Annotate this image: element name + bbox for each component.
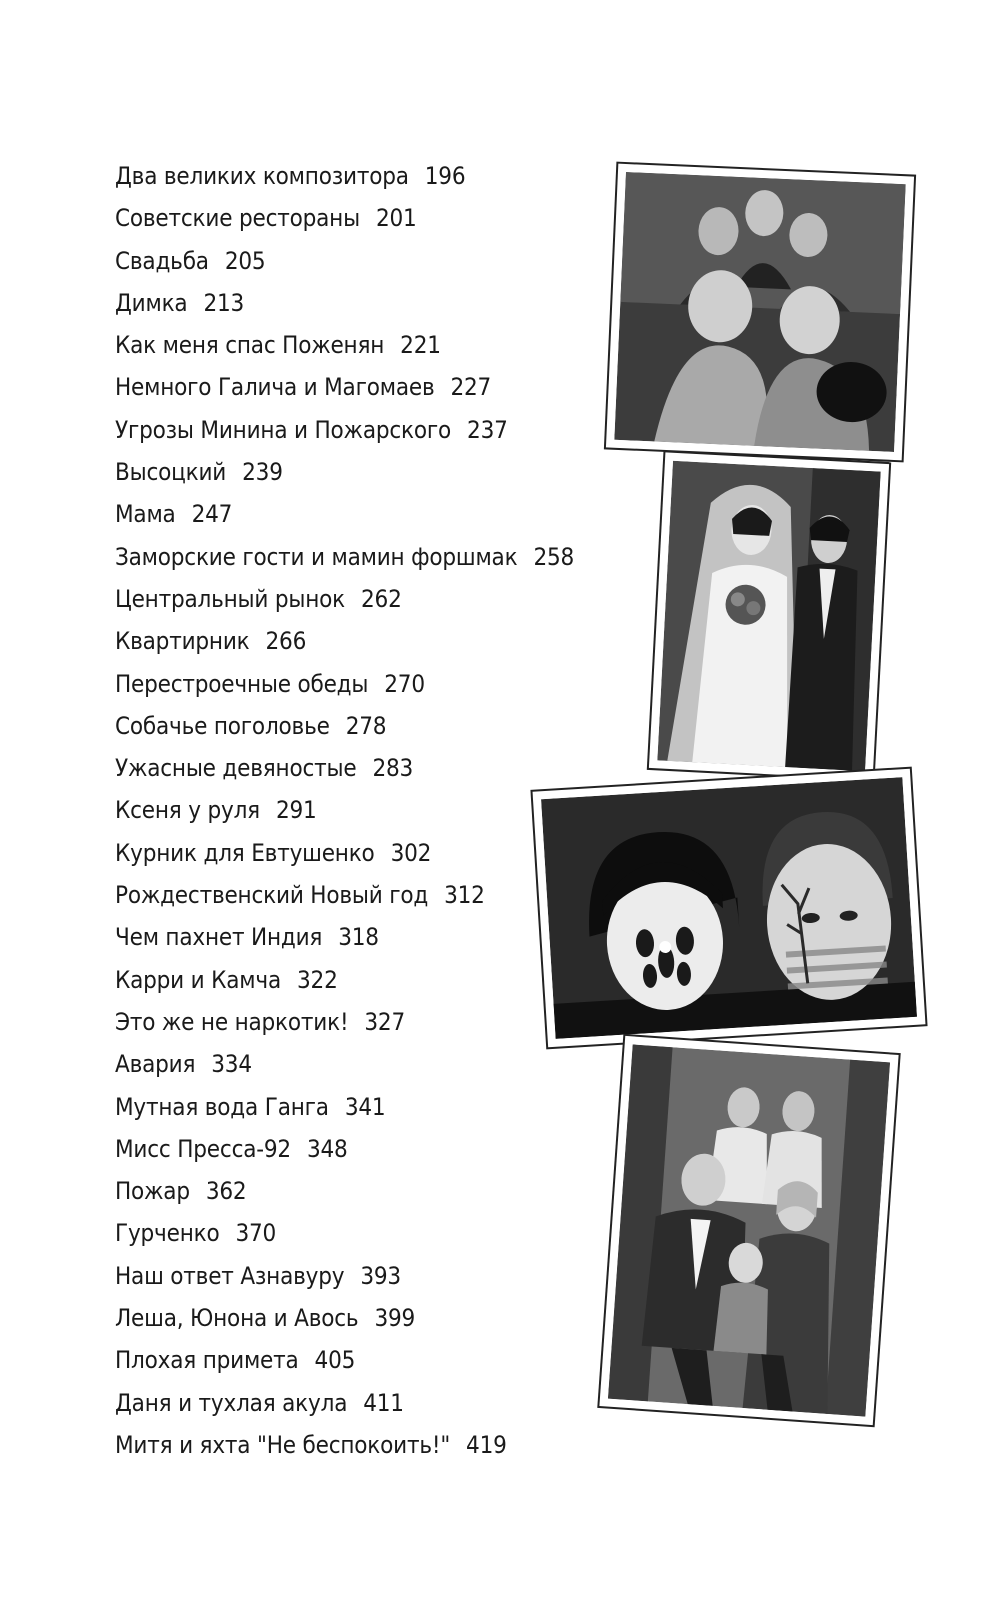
toc-page-number: 322: [297, 965, 338, 994]
painted-faces-illustration: [541, 777, 917, 1039]
toc-title: Курник для Евтушенко: [115, 838, 375, 867]
toc-title: Наш ответ Азнавуру: [115, 1261, 345, 1290]
toc-entry[interactable]: [115, 874, 574, 916]
toc-page-number: 405: [314, 1346, 356, 1375]
toc-title: Заморские гости и мамин форшмак: [115, 542, 518, 571]
painted-faces-photo: [533, 769, 926, 1048]
toc-entry[interactable]: [115, 1382, 574, 1424]
toc-title: Гурченко: [115, 1219, 220, 1248]
toc-title: Это же не наркотик!: [115, 1007, 349, 1036]
toc-entry[interactable]: [115, 1424, 574, 1466]
toc-page-number: 262: [361, 584, 402, 613]
wedding-photo: [649, 452, 889, 779]
toc-page-number: 411: [363, 1388, 404, 1417]
toc-title: Мама: [115, 500, 176, 529]
toc-title: Карри и Камча: [115, 965, 281, 994]
toc-title: Авария: [115, 1050, 196, 1079]
toc-entry[interactable]: [115, 1339, 574, 1381]
toc-page-number: 302: [390, 838, 432, 867]
toc-entry[interactable]: [115, 663, 574, 705]
toc-entry[interactable]: [115, 451, 574, 493]
toc-page-number: 393: [360, 1261, 401, 1290]
toc-entry[interactable]: [115, 366, 574, 408]
toc-page-number: 227: [450, 373, 492, 402]
toc-entry[interactable]: [115, 916, 574, 958]
toc-page-number: 327: [364, 1007, 405, 1036]
toc-entry[interactable]: [115, 959, 574, 1001]
toc-page-number: 348: [306, 1134, 348, 1163]
toc-title: Ужасные девяностые: [115, 754, 357, 783]
toc-title: Свадьба: [115, 246, 209, 275]
toc-entry[interactable]: [115, 240, 574, 282]
wedding-illustration: [657, 461, 880, 771]
toc-page-number: 278: [345, 711, 387, 740]
family-children-illustration: [608, 1044, 890, 1416]
toc-page-number: 291: [275, 796, 317, 825]
toc-page-number: 334: [211, 1050, 252, 1079]
toc-entry[interactable]: [115, 578, 574, 620]
toc-title: Немного Галича и Магомаев: [115, 373, 435, 402]
family-children-photo: [599, 1036, 898, 1425]
toc-title: Квартирник: [115, 627, 250, 656]
toc-title: Рождественский Новый год: [115, 881, 429, 910]
toc-page-number: 201: [375, 204, 417, 233]
toc-entry[interactable]: [115, 409, 574, 451]
toc-entry[interactable]: [115, 1128, 574, 1170]
toc-entry[interactable]: [115, 1043, 574, 1085]
toc-title: Ксеня у руля: [115, 796, 260, 825]
toc-title: Перестроечные обеды: [115, 669, 369, 698]
toc-page-number: 221: [400, 331, 441, 360]
family-group-illustration: [614, 172, 905, 452]
toc-title: Даня и тухлая акула: [115, 1388, 348, 1417]
toc-page-number: 312: [444, 881, 485, 910]
toc-entry[interactable]: [115, 747, 574, 789]
toc-entry[interactable]: [115, 324, 574, 366]
toc-title: Советские рестораны: [115, 204, 360, 233]
toc-entry[interactable]: [115, 1001, 574, 1043]
toc-entry[interactable]: [115, 493, 574, 535]
toc-entry[interactable]: [115, 789, 574, 831]
toc-title: Два великих композитора: [115, 162, 409, 190]
toc-page-number: 196: [424, 162, 466, 190]
toc-page-number: 237: [467, 415, 508, 444]
toc-title: Собачье поголовье: [115, 711, 330, 740]
toc-page-number: 341: [344, 1092, 386, 1121]
toc-title: Димка: [115, 288, 188, 317]
toc-page-number: 247: [191, 500, 233, 529]
toc-page-number: 270: [384, 669, 425, 698]
toc-page-number: 399: [374, 1304, 416, 1333]
toc-page-number: 239: [242, 458, 283, 487]
toc-entry[interactable]: [115, 1170, 574, 1212]
toc-entry[interactable]: [115, 620, 574, 662]
table-of-contents: [115, 155, 574, 1466]
toc-title: Мисс Пресса-92: [115, 1134, 291, 1163]
toc-page-number: 283: [372, 754, 414, 783]
toc-entry[interactable]: [115, 155, 574, 197]
toc-title: Как меня спас Поженян: [115, 331, 385, 360]
toc-title: Леша, Юнона и Авось: [115, 1304, 359, 1333]
toc-entry[interactable]: [115, 282, 574, 324]
toc-page-number: 205: [224, 246, 266, 275]
toc-entry[interactable]: [115, 1255, 574, 1297]
toc-entry[interactable]: [115, 1212, 574, 1254]
toc-title: Центральный рынок: [115, 584, 346, 613]
toc-entry[interactable]: [115, 536, 574, 578]
family-group-photo: [606, 164, 914, 461]
toc-entry[interactable]: [115, 1297, 574, 1339]
toc-page-number: 213: [203, 288, 245, 317]
toc-page-number: 419: [466, 1430, 507, 1459]
toc-entry[interactable]: [115, 1086, 574, 1128]
toc-page-number: 362: [205, 1177, 247, 1206]
toc-title: Угрозы Минина и Пожарского: [115, 415, 452, 444]
toc-page-number: 266: [265, 627, 307, 656]
toc-entry[interactable]: [115, 197, 574, 239]
toc-title: Высоцкий: [115, 458, 227, 487]
toc-title: Плохая примета: [115, 1346, 299, 1375]
toc-page-number: 370: [235, 1219, 277, 1248]
toc-title: Митя и яхта "Не беспокоить!": [115, 1430, 451, 1459]
toc-page-number: 258: [533, 542, 575, 571]
toc-title: Пожар: [115, 1177, 190, 1206]
toc-entry[interactable]: [115, 832, 574, 874]
toc-page-number: 318: [338, 923, 379, 952]
toc-entry[interactable]: [115, 705, 574, 747]
toc-title: Чем пахнет Индия: [115, 923, 323, 952]
toc-title: Мутная вода Ганга: [115, 1092, 329, 1121]
